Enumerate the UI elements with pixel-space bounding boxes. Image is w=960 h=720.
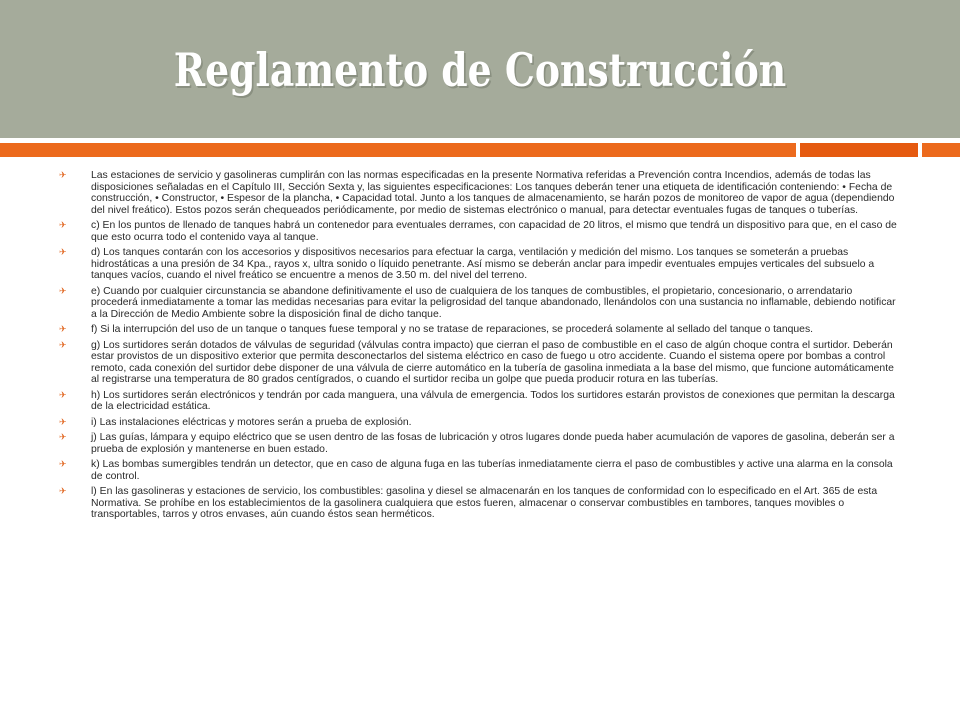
title-band — [0, 0, 960, 138]
bullet-icon: ✈ — [59, 221, 67, 231]
list-item-text: i) Las instalaciones eléctricas y motores serán a prueba de explosión. — [91, 416, 412, 428]
list-item-l — [58, 486, 900, 521]
bullet-icon: ✈ — [59, 325, 67, 335]
bullet-icon: ✈ — [59, 390, 67, 401]
list-item-i — [58, 417, 900, 429]
list-item-intro — [58, 170, 900, 216]
bullet-icon: ✈ — [59, 433, 67, 443]
bullet-icon: ✈ — [59, 487, 67, 497]
list-item-j — [58, 432, 900, 455]
list-item-c — [58, 220, 900, 243]
content-list — [58, 170, 900, 525]
list-item-k — [58, 459, 900, 482]
list-item-g — [58, 340, 900, 386]
bullet-icon: ✈ — [59, 248, 67, 258]
list-item-text: e) Cuando por cualquier circunstancia se abandone definitivamente el uso de cualquiera de los tanques de combustibles, el propietario, concesionario, o arrendatario procederá inmediatamente a tomar las medidas necesarias para evitar la peligrosidad del tanque abandonado, llenándolos con una sustancia no inflamable, debiendo notificar a la Dirección de Medio Ambiente sobre la disposición final de dicho tanque. — [91, 285, 896, 320]
list-item-text: k) Las bombas sumergibles tendrán un detector, que en caso de alguna fuga en las tuberías inmediatamente cierra el paso de combustibles y active una alarma en la consola de control. — [91, 459, 893, 482]
list-item-f — [58, 324, 900, 336]
accent-stripe-separator-left — [796, 143, 800, 157]
list-item-h — [58, 390, 900, 413]
list-item-e — [58, 286, 900, 321]
accent-stripe-separator-right — [918, 143, 922, 157]
list-item-text: g) Los surtidores serán dotados de válvulas de seguridad (válvulas contra impacto) que cierran el paso de combustible en el caso de algún choque contra el surtidor. Deberán estar provistos de un dispositivo exterior que permita desconectarlos del sistema eléctrico en caso de fuego u otro accidente. Cuando el sistema opere por bombas a control remoto, cada conexión del surtidor debe disponer de una válvula de cierre automático en la tubería de gasolina inmediata a la base del mismo, que funcione automáticamente al registrarse una temperatura de 80 grados centígrados, o cuando el surtidor reciba un golpe que pueda producir rotura en las tuberías. — [91, 339, 894, 385]
bullet-icon: ✈ — [59, 286, 67, 297]
list-item-text: d) Los tanques contarán con los accesorios y dispositivos necesarios para efectuar la carga, ventilación y medición del mismo. Los tanques se someterán a pruebas hidrostáticas a una presión de 34 Kpa., rayos x, ultra sonido o líquido penetrante. Así mismo se deberán anclar para impedir eventuales empujes verticales del subsuelo a tanques vacíos, cuando el nivel freático se encuentre a menos de 3.50 m. del nivel del terreno. — [91, 247, 875, 281]
list-item-d — [58, 247, 900, 282]
slide-title: Reglamento de Construcción — [173, 43, 787, 97]
list-item-text: j) Las guías, lámpara y equipo eléctrico que se usen dentro de las fosas de lubricación y otros lugares donde pueda haber acumulación de vapores de gasolina, deberán ser a prueba de explosión y mantenerse en buen estado. — [91, 432, 895, 455]
list-item-text: f) Si la interrupción del uso de un tanque o tanques fuese temporal y no se tratase de reparaciones, se procederá solamente al sellado del tanque o tanques. — [91, 324, 814, 335]
bullet-icon: ✈ — [59, 171, 67, 181]
bullet-icon: ✈ — [59, 417, 67, 428]
list-item-text: l) En las gasolineras y estaciones de servicio, los combustibles: gasolina y diesel se almacenarán en los tanques de conformidad con lo especificado en el Art. 365 de esta Normativa. Se prohíbe en los establecimientos de la gasolinera cualquiera que estos fueren, almacenar o conservar combustibles en tambores, tanques movibles o transportables, tarros y otros envases, aún cuando éstos sean herméticos. — [91, 486, 878, 520]
bullet-icon: ✈ — [59, 460, 67, 470]
bullet-icon: ✈ — [59, 340, 67, 351]
list-item-text: c) En los puntos de llenado de tanques habrá un contenedor para eventuales derrames, con capacidad de 20 litros, el mismo que tendrá un dispositivo para que, en el caso de que esto ocurra todo el contenido vaya al tanque. — [91, 220, 897, 243]
list-item-text: h) Los surtidores serán electrónicos y tendrán por cada manguera, una válvula de emergencia. Todos los surtidores estarán provistos de conexiones que permitan la descarga de la electricidad estática. — [91, 389, 895, 412]
list-item-text: Las estaciones de servicio y gasolineras cumplirán con las normas especificadas en la presente Normativa referidas a Prevención contra Incendios, además de todas las disposiciones señaladas en el Capítulo III, Sección Sexta y, las siguientes especificaciones: Los tanques deberán tener una etiqueta de identificación conteniendo: • Fecha de construcción, • Constructor, • Espesor de la plancha, • Capacidad total. Junto a los tanques de almacenamiento, se harán pozos de monitoreo de vapor de agua (dependiendo del nivel freático). Estos pozos serán chequeados periódicamente, por medio de sistemas electrónico o manual, para detectar eventuales fugas de tanques o tuberías. — [91, 170, 895, 216]
accent-stripe-block — [796, 143, 922, 157]
